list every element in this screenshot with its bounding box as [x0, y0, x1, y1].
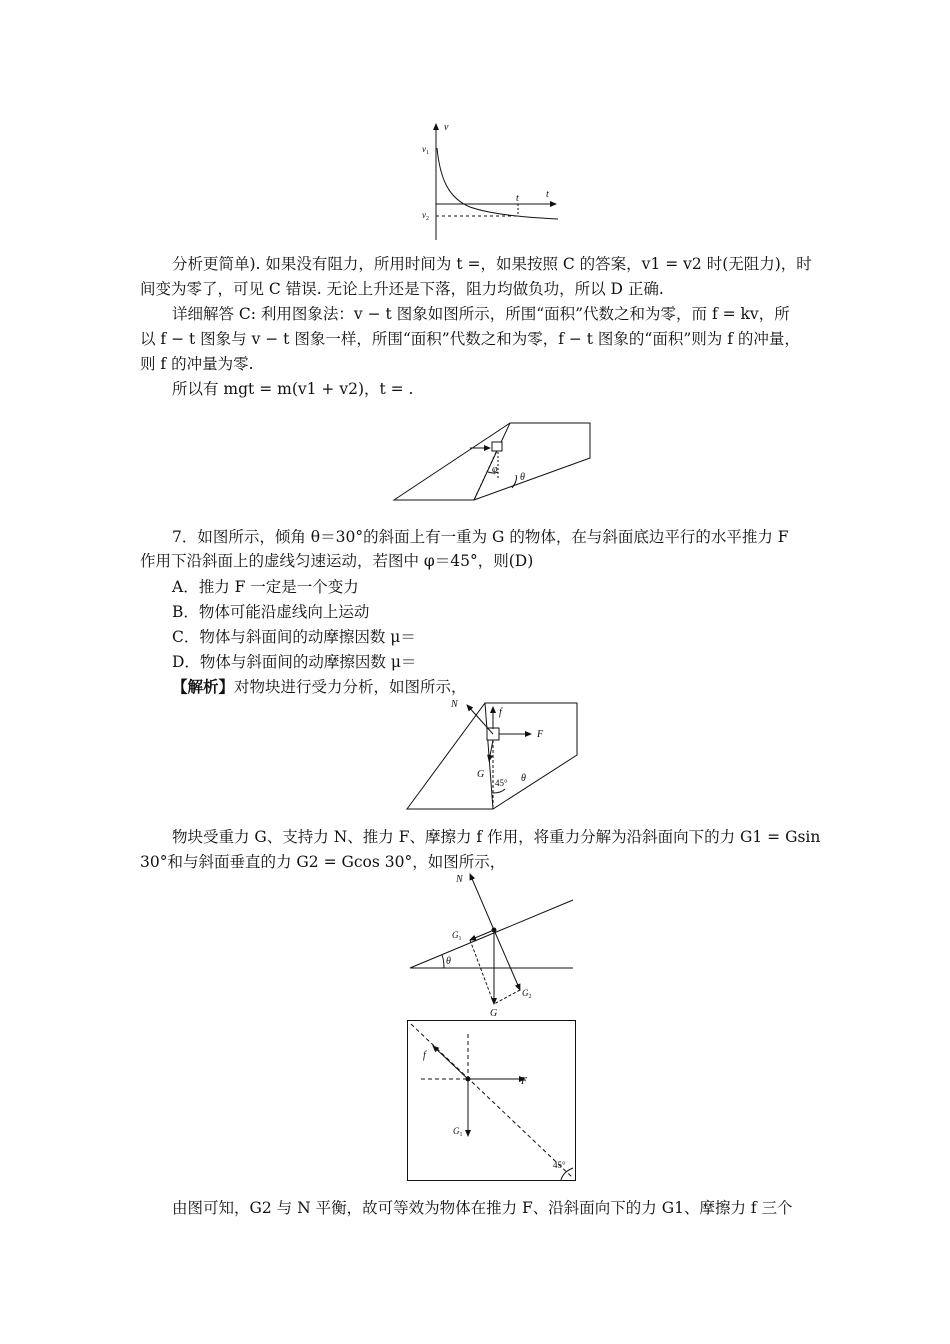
dash-a: [470, 940, 494, 1004]
p1-line3: 详细解答 C: 利用图象法：v − t 图象如图所示，所围“面积”代数之和为零，而 f = kv，所: [172, 305, 790, 323]
N-label: N: [451, 699, 458, 710]
q7-option-b: B．物体可能沿虚线向上运动: [172, 603, 370, 621]
angle-arc: [493, 789, 505, 793]
N-label-3: N: [456, 874, 463, 885]
vt-graph-figure: [410, 118, 570, 243]
t-axis-label: t: [546, 189, 549, 200]
p1-line1: 分析更简单). 如果没有阻力，所用时间为 t =，如果按照 C 的答案，v1 = v2 时(无阻力)，时: [172, 255, 812, 273]
f-arrow-4: [433, 1046, 468, 1079]
f-label-4: f: [423, 1050, 426, 1061]
t-mark-label: t: [516, 193, 519, 204]
phi-label: φ: [492, 464, 498, 475]
theta-label: θ: [520, 472, 525, 483]
jiexi-tag: 【解析】: [172, 677, 235, 696]
incline-body-2: [407, 703, 577, 809]
q7-stem-line1: 7．如图所示，倾角 θ＝30°的斜面上有一重为 G 的物体，在与斜面底边平行的水平推力 F: [172, 528, 789, 546]
p1-line2: 间变为零了，可见 C 错误. 无论上升还是下落，阻力均做负功，所以 D 正确.: [140, 280, 664, 298]
G2-label: $G_2$: [522, 988, 532, 1000]
theta-label-3: θ: [446, 956, 451, 967]
v2-label: $v_2$: [422, 210, 429, 222]
block: [492, 442, 502, 451]
diagonal-path: [411, 1024, 573, 1178]
theta-label-2: θ: [521, 773, 526, 784]
N-arrow-3: [470, 874, 494, 930]
G1-label-4: $G_1$: [453, 1126, 463, 1138]
theta-arc-3: [442, 955, 444, 968]
G-label: G: [477, 769, 485, 780]
dash-b: [494, 990, 520, 1004]
angle45-label-4: 45°: [553, 1160, 566, 1170]
angle45-label: 45°: [495, 778, 508, 788]
F-label-4: F: [521, 1076, 528, 1087]
incline-figure-1: [392, 420, 602, 510]
incline-line: [410, 900, 573, 968]
q7-option-d: D．物体与斜面间的动摩擦因数 μ＝: [172, 653, 417, 671]
G1-label-3: $G_1$: [452, 930, 462, 942]
p2-line1: 物块受重力 G、支持力 N、推力 F、摩擦力 f 作用，将重力分解为沿斜面向下的力 G1 = Gsin: [172, 828, 821, 846]
q7-option-c: C．物体与斜面间的动摩擦因数 μ＝: [172, 628, 416, 646]
decomposition-figure: [408, 868, 578, 1018]
velocity-curve: [437, 148, 558, 219]
q7-option-a: A．推力 F 一定是一个变力: [172, 578, 359, 596]
p1-line5: 则 f 的冲量为零.: [140, 355, 254, 373]
F-label: F: [537, 729, 544, 740]
q7-stem-line2: 作用下沿斜面上的虚线匀速运动，若图中 φ＝45°，则(D): [140, 552, 534, 570]
jiexi-text: 对物块进行受力分析，如图所示，: [234, 678, 467, 696]
p1-line4: 以 f − t 图象与 v − t 图象一样，所围“面积”代数之和为零，f − t 图象的“面积”则为 f 的冲量，: [140, 330, 800, 348]
G2-arrow: [494, 930, 520, 990]
f-label: f: [499, 707, 502, 718]
p2-line2: 30°和与斜面垂直的力 G2 = Gcos 30°，如图所示，: [140, 853, 506, 871]
plane-force-figure: [407, 1020, 577, 1182]
p3-line1: 由图可知，G2 与 N 平衡，故可等效为物体在推力 F、沿斜面向下的力 G1、摩擦力 f 三个: [172, 1199, 793, 1217]
p1-line6: 所以有 mgt = m(v1 + v2)，t = .: [172, 380, 414, 398]
incline-figure-2: [405, 693, 585, 813]
G-label-3: G: [490, 1008, 498, 1019]
v-axis-label: v: [444, 122, 449, 133]
v1-label: $v_1$: [422, 144, 429, 156]
G-arrow: [489, 740, 493, 761]
